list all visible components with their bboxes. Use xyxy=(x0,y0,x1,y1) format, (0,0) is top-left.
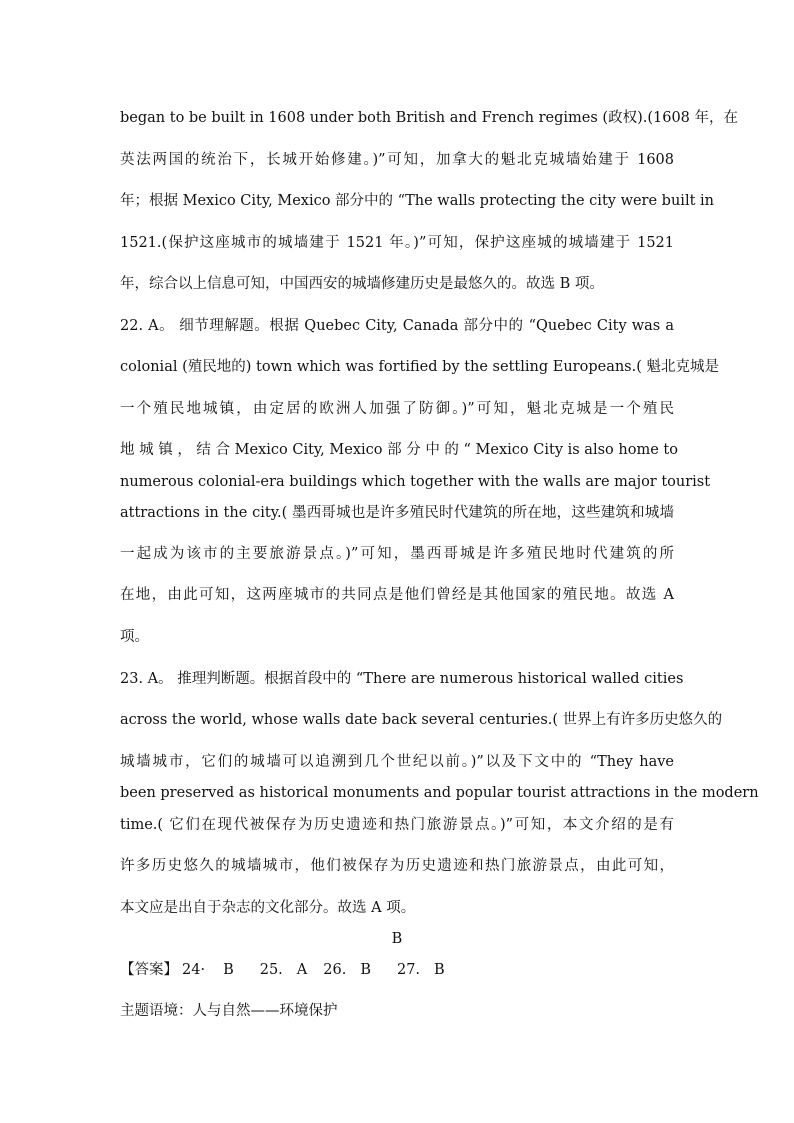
text-line-1: began to be built in 1608 under both British and French regimes (政权).(1608 年，在 xyxy=(120,110,739,126)
text-line-19: time.( 它们在现代被保存为历史遗迹和热门旅游景点。)”可知，本文介绍的是有 xyxy=(120,817,674,833)
answer-q27-number: 27. xyxy=(396,962,421,978)
text-line-13: 在地，由此可知，这两座城市的共同点是他们曾经是其他国家的殖民地。故选 A xyxy=(120,587,674,603)
center-letter: B xyxy=(391,931,403,947)
answer-line xyxy=(120,960,674,980)
text-line-7: colonial (殖民地的) town which was fortified by the settling Europeans.( 魁北克城是 xyxy=(120,359,719,375)
text-line-3: 年；根据 Mexico City, Mexico 部分中的 “The walls protecting the city were built in xyxy=(120,193,714,209)
text-line-8: 一个殖民地城镇，由定居的欧洲人加强了防御。)”可知，魁北克城是一个殖民 xyxy=(120,401,674,417)
text-line-17: 城墙城市，它们的城墙可以追溯到几个世纪以前。)”以及下文中的 “They have xyxy=(120,754,674,770)
text-line-15: 23. A。 推理判断题。根据首段中的 “There are numerous historical walled cities xyxy=(120,671,684,687)
text-line-12: 一起成为该市的主要旅游景点。)”可知，墨西哥城是许多殖民地时代建筑的所 xyxy=(120,546,674,562)
text-line-14: 项。 xyxy=(120,629,149,645)
text-line-10: numerous colonial-era buildings which together with the walls are major tourist xyxy=(120,474,711,490)
text-line-21: 本文应是出自于杂志的文化部分。故选 A 项。 xyxy=(120,900,416,916)
text-line-5: 年，综合以上信息可知，中国西安的城墙修建历史是最悠久的。故选 B 项。 xyxy=(120,276,604,292)
text-line-6: 22. A。 细节理解题。根据 Quebec City, Canada 部分中的 “Quebec City was a xyxy=(120,318,674,334)
text-line-4: 1521.(保护这座城市的城墙建于 1521 年。)”可知，保护这座城的城墙建于 1521 xyxy=(120,235,674,251)
answer-q25-number: 25. xyxy=(259,962,283,978)
text-line-9: 地 城 镇 ， 结 合 Mexico City, Mexico 部 分 中 的 “ Mexico City is also home to xyxy=(120,442,678,458)
text-line-11: attractions in the city.( 墨西哥城也是许多殖民时代建筑的所在地，这些建筑和城墙 xyxy=(120,505,674,521)
answer-label: 【答案】 xyxy=(120,962,178,978)
answer-q26-number: 26. xyxy=(323,962,347,978)
text-line-16: across the world, whose walls date back several centuries.( 世界上有许多历史悠久的 xyxy=(120,712,723,728)
answer-q25-choice: A xyxy=(296,962,308,978)
answer-q26-choice: B xyxy=(360,962,371,978)
answer-q24-number: 24· xyxy=(182,962,206,978)
topic-line: 主题语境：人与自然——环境保护 xyxy=(120,1003,338,1019)
text-line-20: 许多历史悠久的城墙城市，他们被保存为历史遗迹和热门旅游景点，由此可知， xyxy=(120,858,674,874)
text-line-18: been preserved as historical monuments and popular tourist attractions in the modern xyxy=(120,785,759,801)
answer-q27-choice: B xyxy=(434,962,445,978)
text-line-2: 英法两国的统治下，长城开始修建。)”可知，加拿大的魁北克城墙始建于 1608 xyxy=(120,152,674,168)
answer-q24-choice: B xyxy=(223,962,234,978)
